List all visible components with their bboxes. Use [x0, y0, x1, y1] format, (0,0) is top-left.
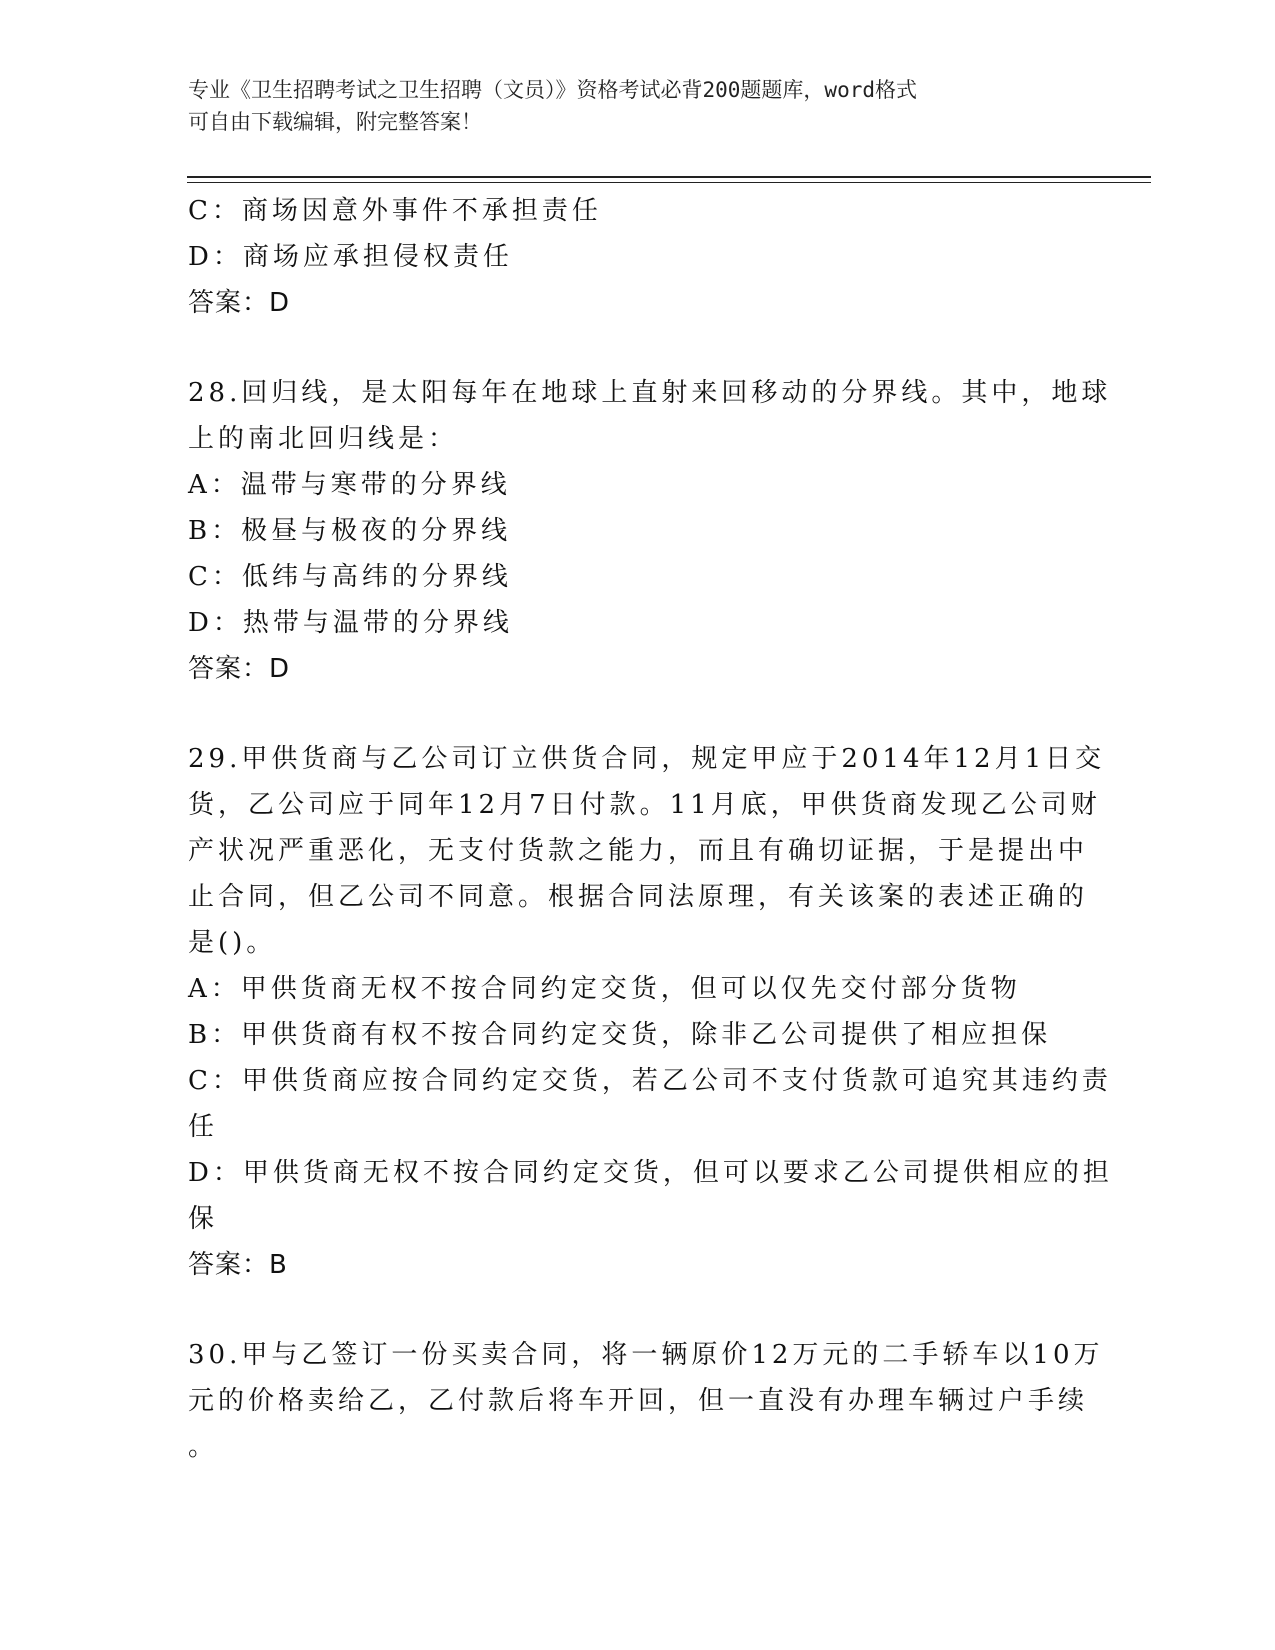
option-d: D：甲供货商无权不按合同约定交货，但可以要求乙公司提供相应的担 — [188, 1158, 1113, 1188]
question-text-line: 货，乙公司应于同年12月7日付款。11月底，甲供货商发现乙公司财 — [188, 790, 1101, 820]
question-30 — [188, 1332, 1104, 1470]
question-text-line: 28.回归线，是太阳每年在地球上直射来回移动的分界线。其中，地球 — [188, 378, 1112, 408]
option-a: A：甲供货商无权不按合同约定交货，但可以仅先交付部分货物 — [188, 974, 1021, 1004]
question-text-line: 是()。 — [188, 928, 277, 958]
question-text-line: 元的价格卖给乙，乙付款后将车开回，但一直没有办理车辆过户手续 — [188, 1386, 1089, 1416]
option-d-continued: 保 — [188, 1204, 219, 1234]
option-b: B：甲供货商有权不按合同约定交货，除非乙公司提供了相应担保 — [188, 1020, 1052, 1050]
question-text-line: 。 — [188, 1432, 219, 1462]
option-c: C：低纬与高纬的分界线 — [188, 562, 512, 592]
option-d: D：热带与温带的分界线 — [188, 608, 513, 638]
question-text-line: 29.甲供货商与乙公司订立供货合同，规定甲应于2014年12月1日交 — [188, 744, 1106, 774]
document-body — [188, 188, 1113, 1470]
question-29 — [188, 736, 1113, 1288]
option-c: C：甲供货商应按合同约定交货，若乙公司不支付货款可追究其违约责 — [188, 1066, 1112, 1096]
answer: 答案：D — [188, 654, 291, 684]
question-text-line: 上的南北回归线是： — [188, 424, 459, 454]
option-d: D：商场应承担侵权责任 — [188, 242, 513, 272]
header-rule-thick — [187, 176, 1151, 178]
header-rule-thin — [187, 182, 1151, 183]
question-text-line: 30.甲与乙签订一份买卖合同，将一辆原价12万元的二手轿车以10万 — [188, 1340, 1104, 1370]
option-a: A：温带与寒带的分界线 — [188, 470, 511, 500]
option-b: B：极昼与极夜的分界线 — [188, 516, 512, 546]
prev-question — [188, 188, 1078, 326]
question-28 — [188, 370, 1112, 692]
header-line-1: 专业《卫生招聘考试之卫生招聘（文员）》资格考试必背200题题库，word格式 — [188, 78, 917, 102]
answer: 答案：D — [188, 288, 291, 318]
question-text-line: 止合同，但乙公司不同意。根据合同法原理，有关该案的表述正确的 — [188, 882, 1089, 912]
header-line-2: 可自由下载编辑，附完整答案！ — [188, 110, 482, 134]
option-c-continued: 任 — [188, 1112, 219, 1142]
question-text-line: 产状况严重恶化，无支付货款之能力，而且有确切证据，于是提出中 — [188, 836, 1089, 866]
answer: 答案：B — [188, 1250, 288, 1280]
option-c: C：商场因意外事件不承担责任 — [188, 196, 602, 226]
document-header — [188, 74, 1088, 138]
